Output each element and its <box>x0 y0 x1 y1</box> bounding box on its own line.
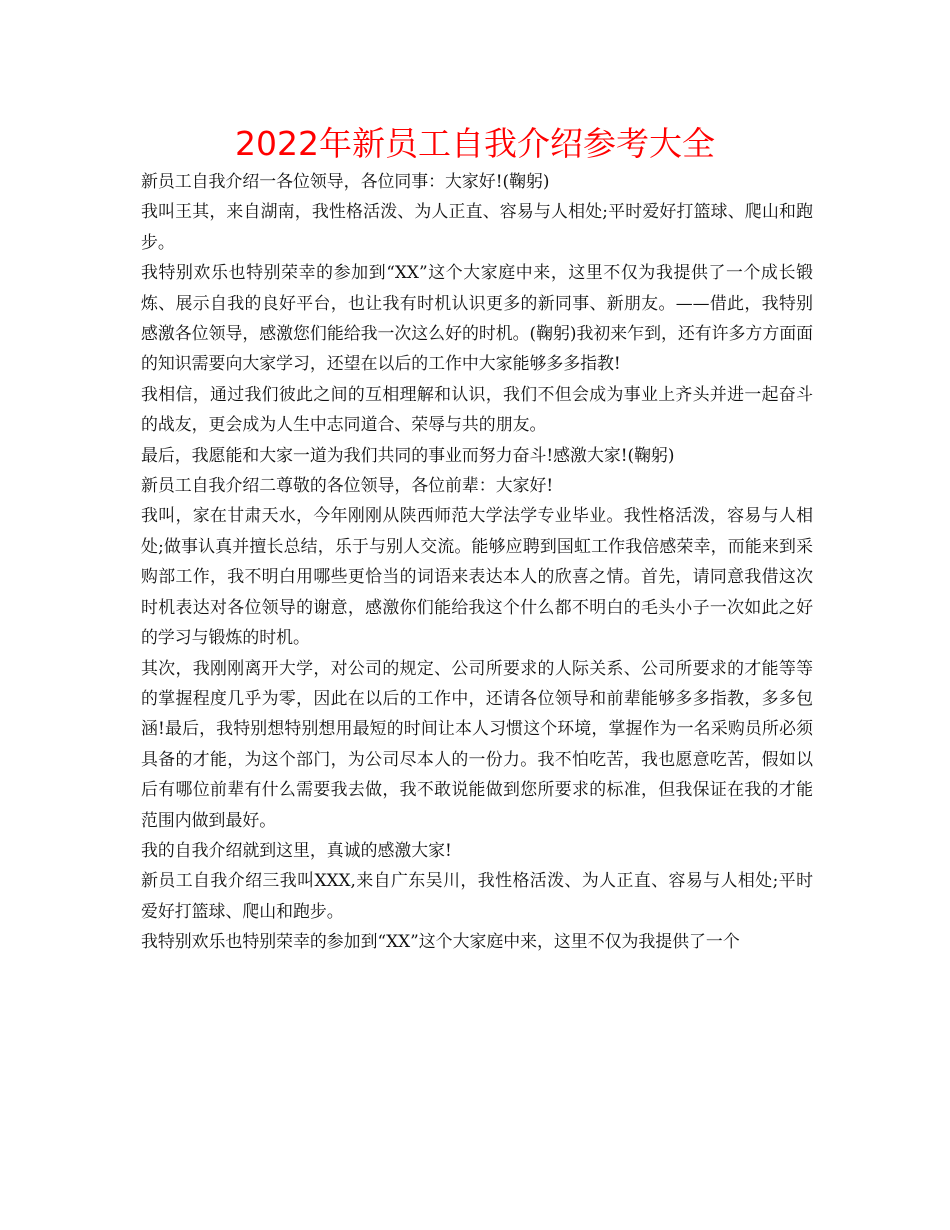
paragraph: 我特别欢乐也特别荣幸的参加到“XX”这个大家庭中来，这里不仅为我提供了一个成长锻炼、展示自我的良好平台，也让我有时机认识更多的新同事、新朋友。——借此，我特别感激各位领导，感激您们能给我一次这么好的时机。(鞠躬)我初来乍到，还有许多方方面面的知识需要向大家学习，还望在以后的工作中大家能够多多指教! <box>141 262 813 374</box>
paragraph: 我叫王其，来自湖南，我性格活泼、为人正直、容易与人相处;平时爱好打篮球、爬山和跑步。 <box>141 201 813 252</box>
paragraph: 我相信，通过我们彼此之间的互相理解和认识，我们不但会成为事业上齐头并进一起奋斗的战友，更会成为人生中志同道合、荣辱与共的朋友。 <box>141 383 813 435</box>
document-body <box>141 166 813 957</box>
paragraph: 最后，我愿能和大家一道为我们共同的事业而努力奋斗!感激大家!(鞠躬) <box>141 444 675 465</box>
paragraph: 新员工自我介绍三我叫XXX,来自广东吴川，我性格活泼、为人正直、容易与人相处;平时爱好打篮球、爬山和跑步。 <box>141 870 813 921</box>
paragraph: 我的自我介绍就到这里，真诚的感激大家! <box>141 839 452 860</box>
paragraph: 新员工自我介绍一各位领导，各位同事：大家好!(鞠躬) <box>141 171 550 191</box>
document-title: 2022年新员工自我介绍参考大全 <box>235 124 715 163</box>
paragraph: 新员工自我介绍二尊敬的各位领导，各位前辈：大家好! <box>141 475 554 496</box>
paragraph: 其次，我刚刚离开大学，对公司的规定、公司所要求的人际关系、公司所要求的才能等等的掌握程度几乎为零，因此在以后的工作中，还请各位领导和前辈能够多多指教，多多包涵!最后，我特别想特别想用最短的时间让本人习惯这个环境，掌握作为一名采购员所必须具备的才能，为这个部门，为公司尽本人的一份力。我不怕吃苦，我也愿意吃苦，假如以后有哪位前辈有什么需要我去做，我不敢说能做到您所要求的标准，但我保证在我的才能范围内做到最好。 <box>141 657 813 830</box>
paragraph: 我特别欢乐也特别荣幸的参加到“XX”这个大家庭中来，这里不仅为我提供了一个 <box>141 931 740 952</box>
paragraph: 我叫，家在甘肃天水，今年刚刚从陕西师范大学法学专业毕业。我性格活泼，容易与人相处;做事认真并擅长总结，乐于与别人交流。能够应聘到国虹工作我倍感荣幸，而能来到采购部工作，我不明白用哪些更恰当的词语来表达本人的欣喜之情。首先，请同意我借这次时机表达对各位领导的谢意，感激你们能给我这个什么都不明白的毛头小子一次如此之好的学习与锻炼的时机。 <box>141 505 813 648</box>
